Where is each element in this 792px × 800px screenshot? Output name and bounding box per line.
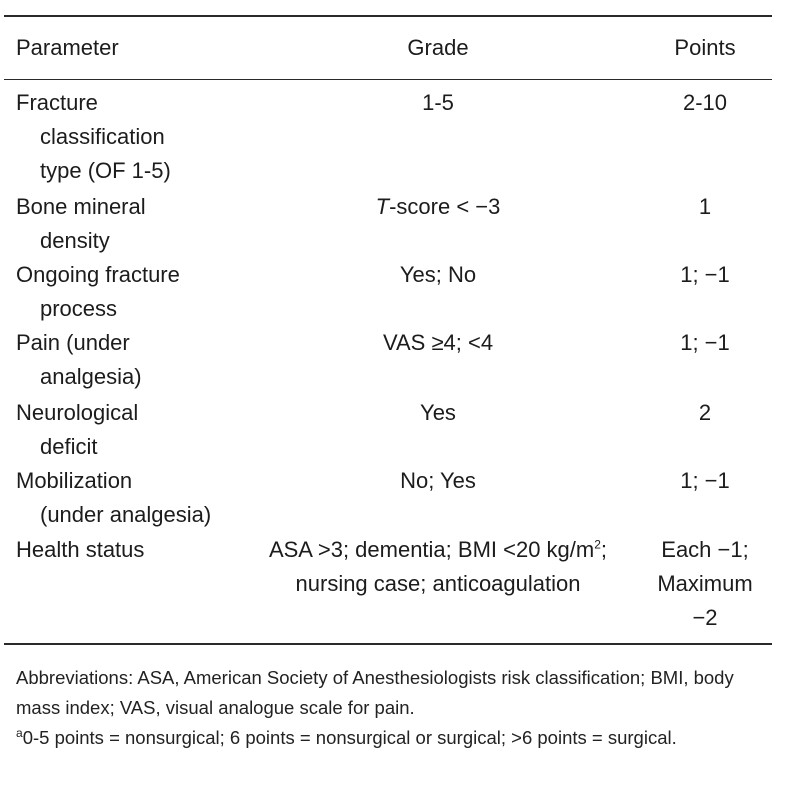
row-pain-parameter-line2: analgesia) bbox=[40, 364, 142, 389]
row-pain-points-line1: 1; −1 bbox=[680, 330, 730, 355]
row-pain-parameter bbox=[16, 326, 246, 394]
table-top-rule bbox=[4, 15, 772, 17]
row-mobilization-points-line1: 1; −1 bbox=[680, 468, 730, 493]
row-pain-points bbox=[640, 326, 770, 360]
row-health-points-line2: Maximum bbox=[657, 571, 753, 596]
row-fracture-grade-line1: 1-5 bbox=[422, 90, 454, 115]
row-bmd-points-line1: 1 bbox=[698, 194, 712, 219]
row-ongoing-points bbox=[640, 258, 770, 292]
row-health-grade bbox=[238, 533, 638, 601]
row-health-grade-superscript: 2 bbox=[594, 537, 601, 552]
row-mobilization-grade bbox=[238, 464, 638, 498]
row-neuro-parameter-line2: deficit bbox=[40, 434, 98, 459]
row-pain-grade bbox=[238, 326, 638, 360]
row-neuro-parameter bbox=[16, 396, 246, 464]
row-neuro-grade bbox=[238, 396, 638, 430]
row-health-points bbox=[640, 533, 770, 635]
row-health-points-line1: Each −1; bbox=[661, 537, 749, 562]
row-fracture-parameter-line1: Fracture bbox=[16, 90, 98, 115]
row-health-grade-line2: nursing case; anticoagulation bbox=[295, 571, 581, 596]
row-ongoing-parameter-line2: process bbox=[40, 296, 118, 321]
row-ongoing-points-line1: 1; −1 bbox=[680, 262, 730, 287]
header-grade: Grade bbox=[407, 35, 469, 60]
row-mobilization-parameter-line1: Mobilization bbox=[16, 468, 133, 493]
row-ongoing-parameter bbox=[16, 258, 246, 326]
table-bottom-rule bbox=[4, 643, 772, 645]
row-bmd-parameter-line2: density bbox=[40, 228, 110, 253]
row-health-parameter bbox=[16, 533, 246, 567]
header-parameter: Parameter bbox=[16, 35, 119, 60]
row-ongoing-grade bbox=[238, 258, 638, 292]
row-neuro-points-line1: 2 bbox=[698, 400, 712, 425]
row-health-points-line3: −2 bbox=[692, 605, 718, 630]
footnote-marker: a bbox=[16, 725, 23, 740]
row-fracture-parameter-line3: type (OF 1-5) bbox=[40, 158, 171, 183]
row-bmd-points bbox=[640, 190, 770, 224]
row-neuro-parameter-line1: Neurological bbox=[16, 400, 139, 425]
row-mobilization-parameter bbox=[16, 464, 246, 532]
header-points: Points bbox=[674, 35, 736, 60]
table-header-rule bbox=[4, 79, 772, 80]
row-ongoing-parameter-line1: Ongoing fracture bbox=[16, 262, 180, 287]
row-mobilization-points bbox=[640, 464, 770, 498]
row-fracture-grade bbox=[238, 86, 638, 120]
footnote-scoring-text: 0-5 points = nonsurgical; 6 points = nonsurgical or surgical; >6 points = surgical. bbox=[22, 727, 677, 748]
row-bmd-parameter bbox=[16, 190, 246, 258]
row-fracture-points-line1: 2-10 bbox=[682, 90, 728, 115]
row-pain-grade-line1: VAS ≥4; <4 bbox=[382, 330, 494, 355]
row-mobilization-grade-line1: No; Yes bbox=[400, 468, 476, 493]
row-health-parameter-line1: Health status bbox=[16, 537, 145, 562]
row-bmd-grade-text: -score < −3 bbox=[389, 194, 501, 219]
row-fracture-parameter bbox=[16, 86, 246, 188]
row-bmd-grade-line1 bbox=[238, 190, 638, 224]
row-health-grade-line1-end: ; bbox=[600, 537, 608, 562]
row-bmd-grade bbox=[238, 190, 638, 224]
row-mobilization-parameter-line2: (under analgesia) bbox=[40, 502, 212, 527]
footnote-scoring bbox=[16, 723, 774, 753]
row-fracture-points bbox=[640, 86, 770, 120]
row-bmd-grade-tscore-prefix: T bbox=[375, 194, 390, 219]
row-fracture-parameter-line2: classification bbox=[40, 124, 165, 149]
row-health-grade-line1 bbox=[238, 533, 638, 567]
row-pain-parameter-line1: Pain (under bbox=[16, 330, 130, 355]
footnote-abbreviations: Abbreviations: ASA, American Society of Anesthesiologists risk classification; BMI, body mass index; VAS, visual analogue scale for pain. bbox=[16, 667, 734, 718]
row-neuro-points bbox=[640, 396, 770, 430]
row-bmd-parameter-line1: Bone mineral bbox=[16, 194, 146, 219]
row-ongoing-grade-line1: Yes; No bbox=[399, 262, 477, 287]
row-health-grade-line1-main: ASA >3; dementia; BMI <20 kg/m bbox=[268, 537, 595, 562]
row-neuro-grade-line1: Yes bbox=[420, 400, 456, 425]
